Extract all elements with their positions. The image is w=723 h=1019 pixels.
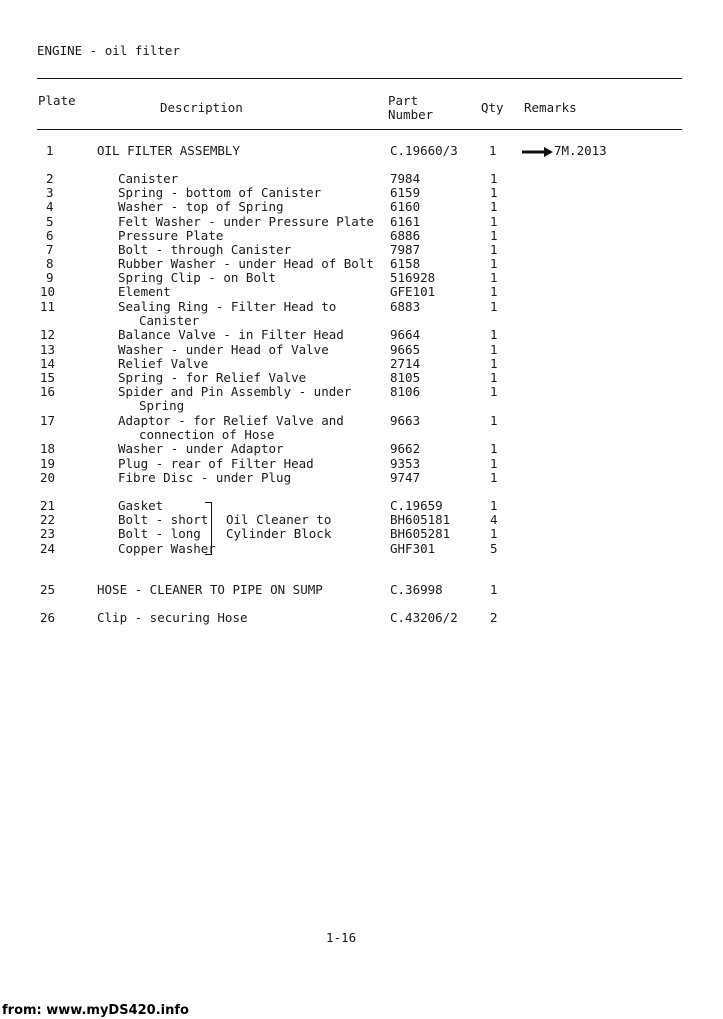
description: OIL FILTER ASSEMBLY	[97, 143, 240, 158]
plate-number: 26	[40, 610, 56, 625]
page-number: 1-16	[326, 930, 357, 945]
part-number: 7984	[390, 171, 421, 186]
plate-number: 13	[40, 342, 56, 357]
description: Plug - rear of Filter Head	[118, 456, 314, 471]
part-number: 8106	[390, 384, 421, 399]
description: Washer - under Adaptor	[118, 441, 284, 456]
part-number: BH605181	[390, 512, 451, 527]
plate-number: 14	[40, 356, 56, 371]
description: Spring - for Relief Valve	[118, 370, 307, 385]
description: Adaptor - for Relief Valve and	[118, 413, 344, 428]
group-note-line2: Cylinder Block	[226, 526, 332, 541]
part-number: 2714	[390, 356, 421, 371]
group-note-line1: Oil Cleaner to	[226, 512, 332, 527]
part-number: 7987	[390, 242, 421, 257]
plate-number: 18	[40, 441, 56, 456]
quantity: 1	[490, 185, 498, 200]
header-bottom-rule	[37, 129, 682, 130]
part-number: 6886	[390, 228, 421, 243]
quantity: 1	[490, 526, 498, 541]
plate-number: 17	[40, 413, 56, 428]
quantity: 1	[490, 171, 498, 186]
quantity: 4	[490, 512, 498, 527]
description: Relief Valve	[118, 356, 209, 371]
description: Clip - securing Hose	[97, 610, 248, 625]
part-number: C.19660/3	[390, 143, 458, 158]
part-number: GHF301	[390, 541, 436, 556]
column-header-number: Number	[388, 107, 434, 122]
description-continued: connection of Hose	[139, 427, 275, 442]
description: Rubber Washer - under Head of Bolt	[118, 256, 374, 271]
description: Bolt - long	[118, 526, 201, 541]
quantity: 1	[490, 582, 498, 597]
page-title: ENGINE - oil filter	[37, 43, 180, 58]
quantity: 1	[490, 284, 498, 299]
quantity: 1	[490, 342, 498, 357]
quantity: 1	[490, 327, 498, 342]
column-header-part: Part	[388, 93, 419, 108]
description: Sealing Ring - Filter Head to	[118, 299, 337, 314]
quantity: 1	[490, 356, 498, 371]
plate-number: 10	[40, 284, 56, 299]
part-number: 6158	[390, 256, 421, 271]
quantity: 1	[490, 441, 498, 456]
plate-number: 22	[40, 512, 56, 527]
column-header-qty: Qty	[481, 100, 504, 115]
part-number: 9663	[390, 413, 421, 428]
plate-number: 11	[40, 299, 56, 314]
plate-number: 15	[40, 370, 56, 385]
plate-number: 8	[46, 256, 54, 271]
remarks: 7M.2013	[554, 143, 607, 158]
plate-number: 2	[46, 171, 54, 186]
quantity: 1	[490, 470, 498, 485]
column-header-description: Description	[160, 100, 243, 115]
description: Bolt - short	[118, 512, 209, 527]
plate-number: 19	[40, 456, 56, 471]
quantity: 1	[490, 256, 498, 271]
part-number: 516928	[390, 270, 436, 285]
description: Pressure Plate	[118, 228, 224, 243]
description: Gasket	[118, 498, 164, 513]
part-number: C.43206/2	[390, 610, 458, 625]
group-bracket	[205, 502, 212, 555]
part-number: 6161	[390, 214, 421, 229]
quantity: 1	[490, 498, 498, 513]
part-number: C.36998	[390, 582, 443, 597]
quantity: 1	[490, 370, 498, 385]
description: Copper Washer	[118, 541, 216, 556]
quantity: 1	[490, 299, 498, 314]
plate-number: 20	[40, 470, 56, 485]
plate-number: 1	[46, 143, 54, 158]
part-number: GFE101	[390, 284, 436, 299]
part-number: 9662	[390, 441, 421, 456]
part-number: C.19659	[390, 498, 443, 513]
description: Spider and Pin Assembly - under	[118, 384, 352, 399]
description: Spring - bottom of Canister	[118, 185, 322, 200]
column-header-plate: Plate	[38, 93, 76, 108]
description: Bolt - through Canister	[118, 242, 292, 257]
part-number: 9665	[390, 342, 421, 357]
part-number: 9747	[390, 470, 421, 485]
source-watermark: from: www.myDS420.info	[2, 1003, 189, 1018]
plate-number: 16	[40, 384, 56, 399]
plate-number: 9	[46, 270, 54, 285]
arrow-right-icon	[522, 146, 554, 161]
description: Washer - under Head of Valve	[118, 342, 329, 357]
part-number: 6160	[390, 199, 421, 214]
description: Fibre Disc - under Plug	[118, 470, 292, 485]
plate-number: 23	[40, 526, 56, 541]
description: Element	[118, 284, 171, 299]
column-header-remarks: Remarks	[524, 100, 577, 115]
quantity: 1	[490, 384, 498, 399]
plate-number: 7	[46, 242, 54, 257]
description: Felt Washer - under Pressure Plate	[118, 214, 374, 229]
plate-number: 6	[46, 228, 54, 243]
part-number: 9353	[390, 456, 421, 471]
quantity: 5	[490, 541, 498, 556]
plate-number: 25	[40, 582, 56, 597]
description: Canister	[118, 171, 179, 186]
description-continued: Canister	[139, 313, 200, 328]
description: Washer - top of Spring	[118, 199, 284, 214]
quantity: 1	[490, 242, 498, 257]
part-number: 8105	[390, 370, 421, 385]
quantity: 1	[490, 270, 498, 285]
plate-number: 24	[40, 541, 56, 556]
plate-number: 3	[46, 185, 54, 200]
description-continued: Spring	[139, 398, 185, 413]
quantity: 2	[490, 610, 498, 625]
quantity: 1	[490, 413, 498, 428]
part-number: BH605281	[390, 526, 451, 541]
quantity: 1	[489, 143, 497, 158]
plate-number: 12	[40, 327, 56, 342]
plate-number: 5	[46, 214, 54, 229]
part-number: 6159	[390, 185, 421, 200]
description: Balance Valve - in Filter Head	[118, 327, 344, 342]
plate-number: 4	[46, 199, 54, 214]
quantity: 1	[490, 199, 498, 214]
quantity: 1	[490, 214, 498, 229]
part-number: 6883	[390, 299, 421, 314]
part-number: 9664	[390, 327, 421, 342]
description: Spring Clip - on Bolt	[118, 270, 277, 285]
quantity: 1	[490, 228, 498, 243]
description: HOSE - CLEANER TO PIPE ON SUMP	[97, 582, 323, 597]
header-top-rule	[37, 78, 682, 79]
plate-number: 21	[40, 498, 56, 513]
quantity: 1	[490, 456, 498, 471]
